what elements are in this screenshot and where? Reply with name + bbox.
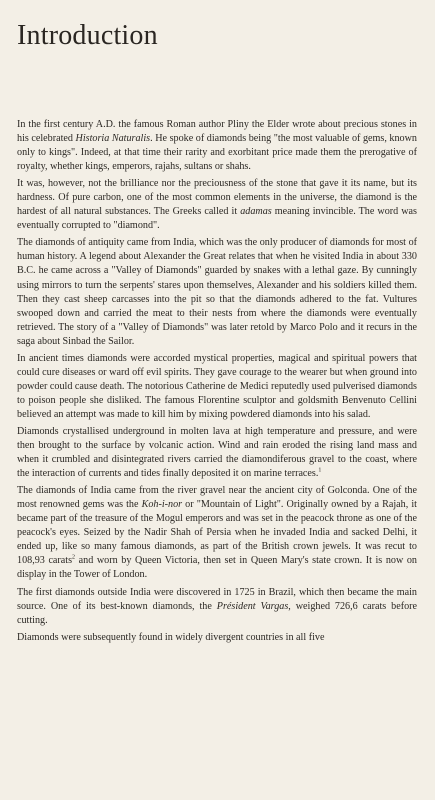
body-paragraph	[17, 177, 417, 233]
italic-term: Koh-i-nor	[141, 499, 183, 511]
body-paragraph	[17, 352, 417, 422]
body-paragraph	[17, 118, 417, 174]
footnote-marker: 2	[72, 555, 76, 562]
body-paragraph	[17, 631, 417, 645]
paragraph-text: Diamonds crystallised underground in molten lava at high temperature and pressure, and were then brought to the surface by volcanic action. Wind and rain eroded the rising land mass and when it crumbled and disintegrated rivers carried the diamondiferous gravel to the coast, where the interaction of currents and tides finally deposited it on marine terraces.	[17, 425, 417, 480]
italic-term: adamas	[240, 206, 272, 218]
paragraph-text: The first diamonds outside India were discovered in 1725 in Brazil, which then became the main source. One of its best-known diamonds, the	[17, 586, 417, 612]
paragraph-text: and worn by Queen Victoria, then set in Queen Mary's state crown. It is now on display in the Tower of London.	[17, 555, 417, 581]
italic-term: Historia Naturalis	[75, 133, 151, 145]
paragraph-text: Diamonds were subsequently found in widely divergent countries in all five	[17, 631, 325, 643]
body-paragraph	[17, 236, 417, 348]
paragraph-text: It was, however, not the brilliance nor the preciousness of the stone that gave it its name, but its hardness. Of pure carbon, one of the most common elements in the universe, the diamond is the hardest of all natural substances. The Greeks called it	[17, 178, 417, 218]
body-paragraph	[17, 484, 417, 582]
paragraph-text: or "Mountain of Light". Originally owned by a Rajah, it became part of the treasure of the Mogul emperors and was set in the peacock throne as one of the peacock's eyes. Seized by the Nadir Shah of Persia when he invaded India and sacked Delhi, it ended up, like so many famous diamonds, as part of the British crown jewels. It was recut to 108,93 carats	[17, 499, 417, 567]
footnote-marker: 1	[318, 467, 322, 474]
paragraph-text: The diamonds of antiquity came from India, which was the only producer of diamonds for most of human history. A legend about Alexander the Great relates that when he visited India in about 330 B.C. he came across a "Valley of Diamonds" guarded by snakes with a lethal gaze. By cunningly using mirrors to turn the serpents' stares upon themselves, Alexander and his soldiers killed them. Then they cast sheep carcasses into the pit so that the diamonds adhered to the fat. Vultures swooped down and carried the meat to their nests from where the diamonds were eventually retrieved. The story of a "Valley of Diamonds" was later retold by Marco Polo and it recurs in the saga about Sinbad the Sailor.	[17, 237, 417, 347]
body-paragraph	[17, 586, 417, 628]
paragraph-text: . He spoke of diamonds being "the most valuable of gems, known only to kings". Indeed, at that time their rarity and exorbitant price made them the prerogative of royalty, whether kings, emperors, rajahs, sultans or shahs.	[17, 133, 417, 173]
paragraph-text: , weighed 726,6 carats before cutting.	[17, 600, 418, 626]
body-paragraph	[17, 425, 417, 481]
paragraph-text: In ancient times diamonds were accorded mystical properties, magical and spiritual powers that could cure diseases or ward off evil spirits. They gave courage to the wearer but when ground into powder could cause death. The notorious Catherine de Medici reputedly used pulverised diamonds to poison people she disliked. The famous Florentine sculptor and goldsmith Benvenuto Cellini believed an attempt was made to kill him by mixing powdered diamonds into his salad.	[17, 352, 417, 420]
paragraph-text: meaning invincible. The word was eventually corrupted to "diamond".	[17, 206, 417, 232]
paragraph-text: In the first century A.D. the famous Roman author Pliny the Elder wrote about precious stones in his celebrated	[17, 119, 417, 145]
paragraph-text: The diamonds of India came from the river gravel near the ancient city of Golconda. One of the most renowned gems was the	[17, 485, 417, 511]
body-text	[17, 118, 417, 648]
page-title: Introduction	[17, 20, 158, 51]
italic-term: Président Vargas	[216, 600, 289, 612]
